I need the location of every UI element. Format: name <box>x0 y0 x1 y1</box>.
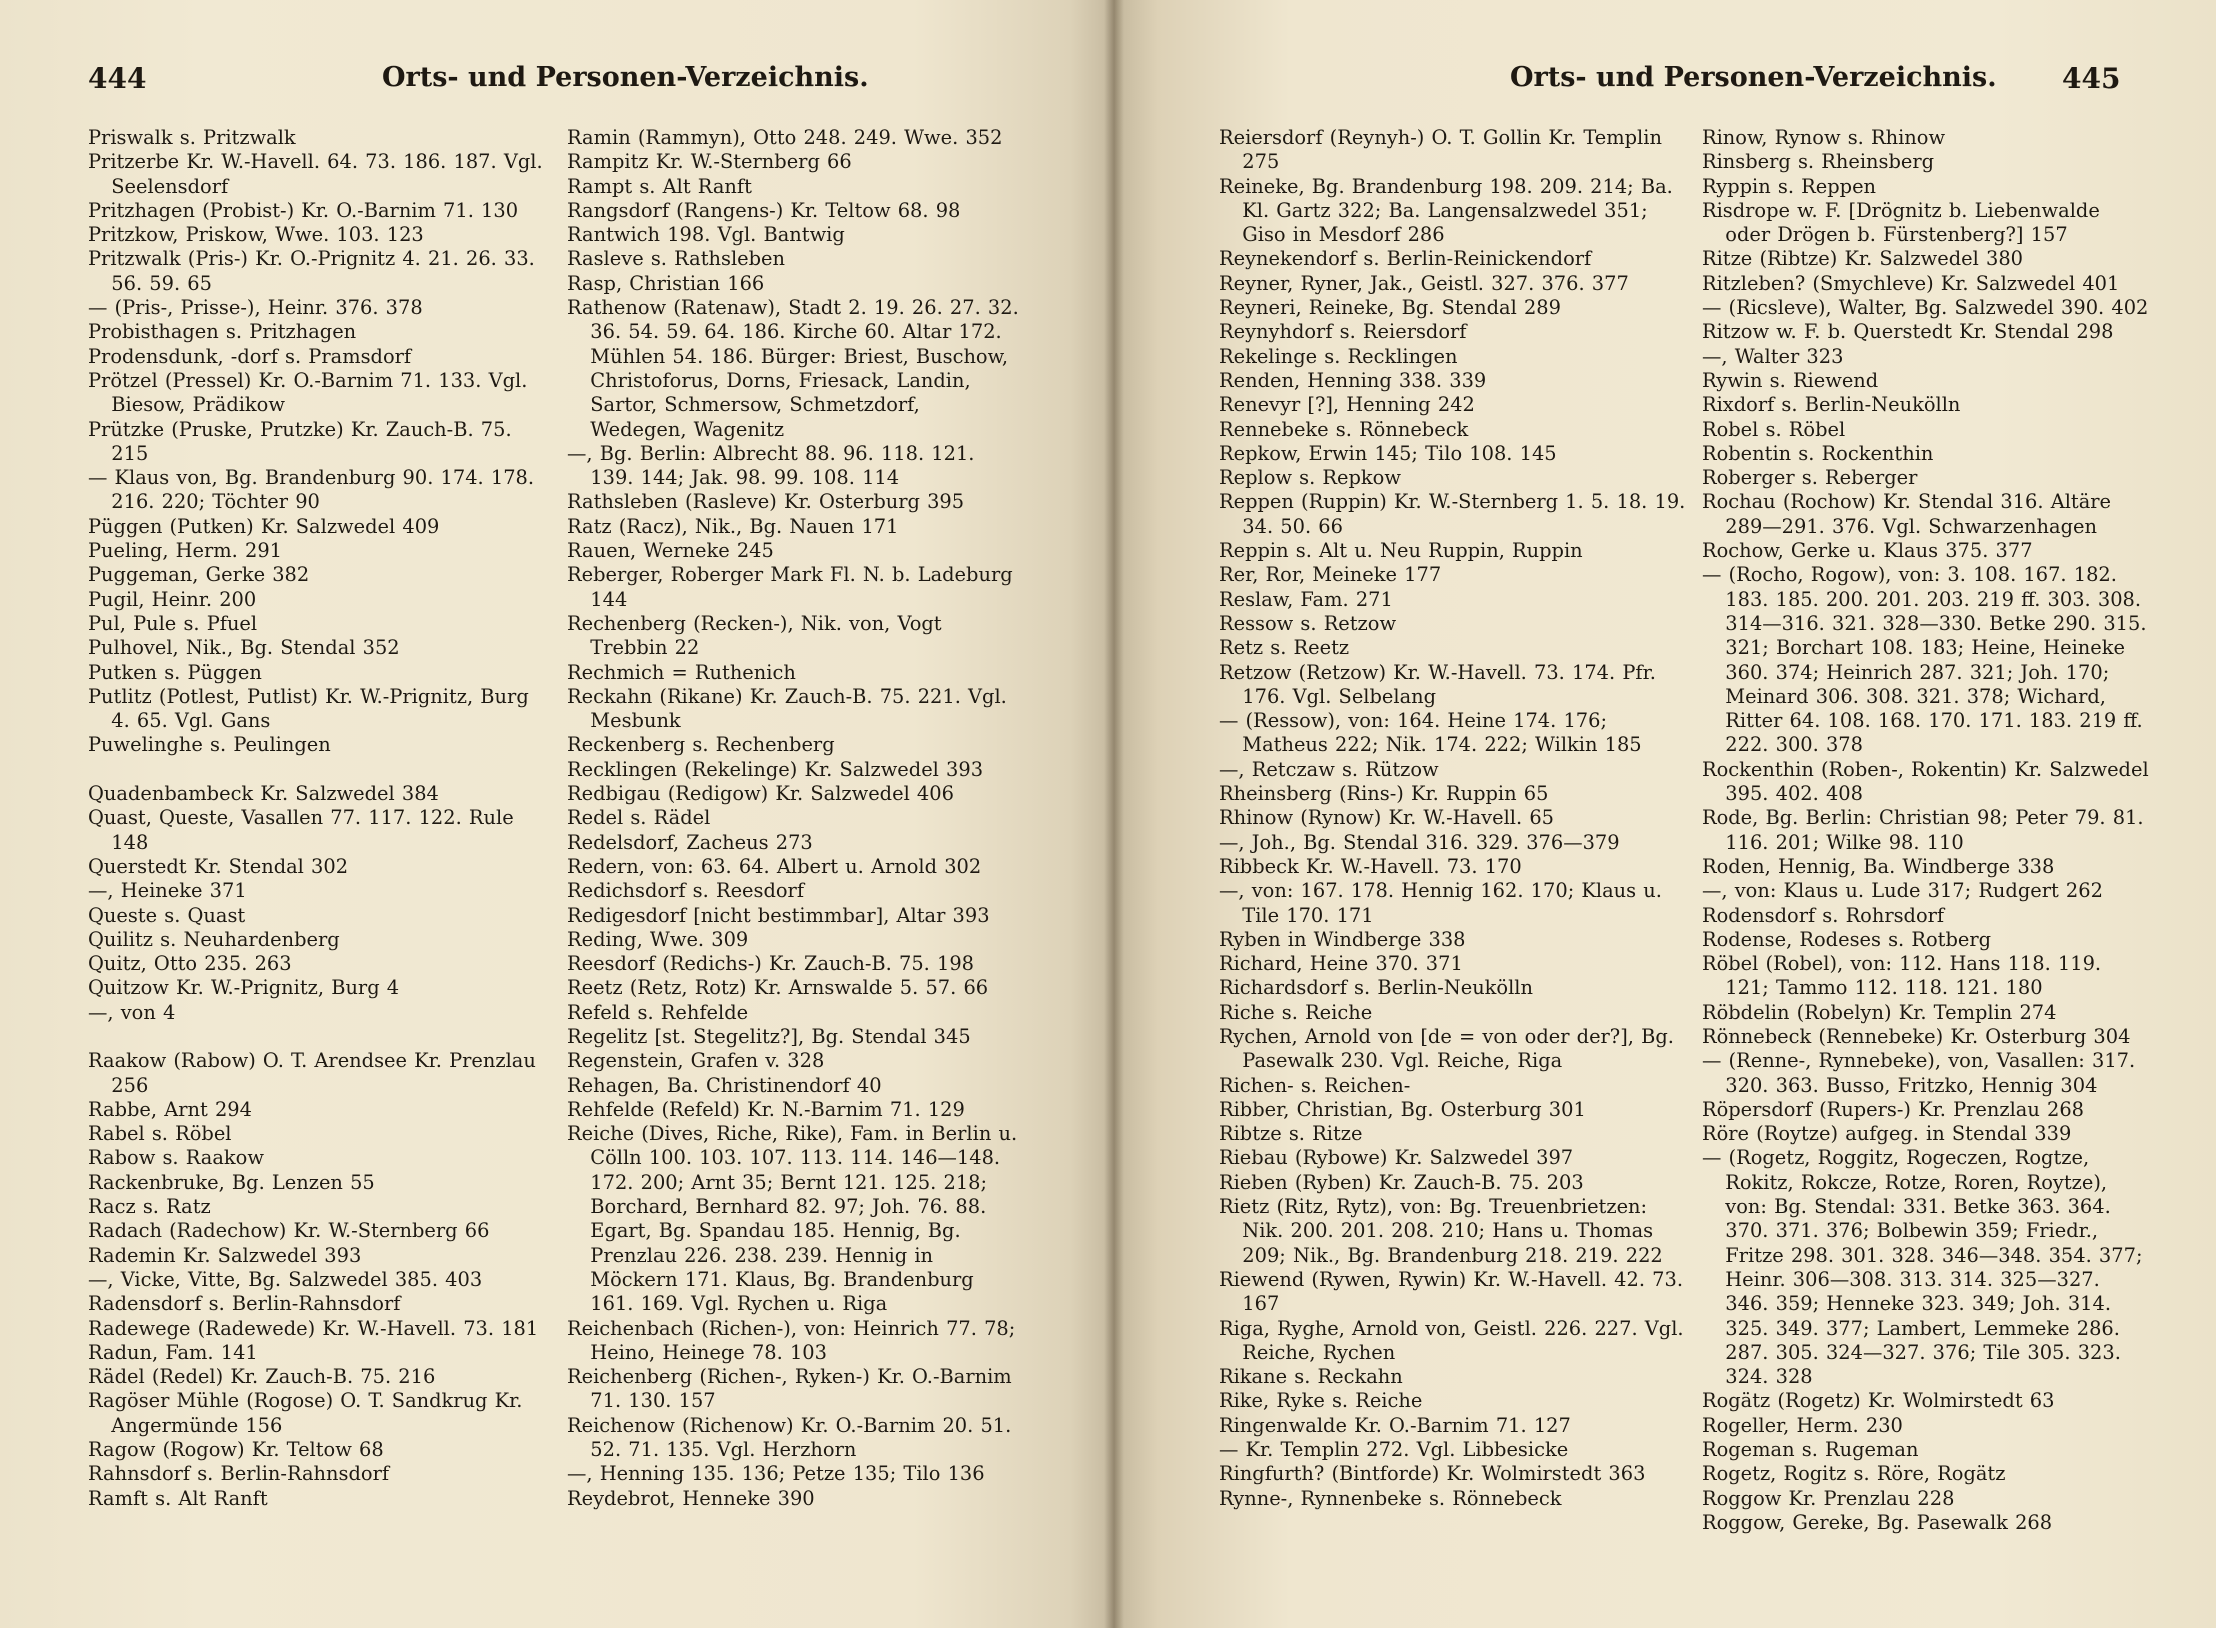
index-entry: Retz s. Reetz <box>1219 636 1350 660</box>
index-entry: Reichenberg (Richen-, Ryken-) Kr. O.-Barnim 71. 130. 157 <box>567 1365 1012 1413</box>
section-gap <box>88 1025 546 1049</box>
index-entry: Pritzhagen (Probist-) Kr. O.-Barnim 71. 130 <box>88 198 519 222</box>
index-entry: Rantwich 198. Vgl. Bantwig <box>567 223 845 247</box>
index-entry: Quast, Queste, Vasallen 77. 117. 122. Rule 148 <box>88 806 514 854</box>
index-entry: Raakow (Rabow) O. T. Arendsee Kr. Prenzlau 256 <box>88 1049 536 1097</box>
index-entry: Rinsberg s. Rheinsberg <box>1702 150 1935 174</box>
index-entry: Rechmich = Ruthenich <box>567 660 796 684</box>
index-entry: Rogetz, Rogitz s. Röre, Rogätz <box>1702 1462 2006 1486</box>
index-entry: Reckahn (Rikane) Kr. Zauch-B. 75. 221. Vgl. Mesbunk <box>567 684 1007 733</box>
index-entry: Rangsdorf (Rangens-) Kr. Teltow 68. 98 <box>567 198 961 222</box>
index-entry: Reiche (Dives, Riche, Rike), Fam. in Berlin u. Cölln 100. 103. 107. 113. 114. 146—148. 172. 200; Arnt 35; Bernt 121. 125. 218; Borchard, Bernhard 82. 97; Joh. 76. 88. Egart, Bg. Spandau 185. Hennig, Bg. Prenzlau 226. 238. 239. Hennig in Möckern 171. Klaus, Bg. Brandenburg 161. 169. Vgl. Rychen u. Riga <box>567 1122 1018 1316</box>
index-entry: Roggow Kr. Prenzlau 228 <box>1702 1486 1955 1510</box>
index-entry: —, von: Klaus u. Lude 317; Rudgert 262 <box>1702 879 2103 903</box>
index-entry: Ragow (Rogow) Kr. Teltow 68 <box>88 1438 384 1462</box>
running-head: Orts- und Personen-Verzeichnis. <box>382 62 869 93</box>
index-entry: Ramft s. Alt Ranft <box>88 1486 268 1510</box>
index-entry: Reydebrot, Henneke 390 <box>567 1486 815 1510</box>
index-entry: Redelsdorf, Zacheus 273 <box>567 830 813 854</box>
index-entry: Pulhovel, Nik., Bg. Stendal 352 <box>88 636 400 660</box>
section-gap <box>88 758 546 782</box>
index-entry: Püggen (Putken) Kr. Salzwedel 409 <box>88 514 440 538</box>
index-entry: Rochow, Gerke u. Klaus 375. 377 <box>1702 539 2033 563</box>
index-entry: Reberger, Roberger Mark Fl. N. b. Ladeburg 144 <box>567 563 1013 611</box>
index-entry: Rheinsberg (Rins-) Kr. Ruppin 65 <box>1219 782 1549 806</box>
index-entry: Rathenow (Ratenaw), Stadt 2. 19. 26. 27. 32. 36. 54. 59. 64. 186. Kirche 60. Altar 172. Mühlen 54. 186. Bürger: Briest, Buschow, Christoforus, Dorns, Friesack, Landin, Sartor, Schmersow, Schmetzdorf, Wedegen, Wagenitz <box>567 296 1019 441</box>
index-entry: Radun, Fam. 141 <box>88 1340 258 1364</box>
index-entry: —, Walter 323 <box>1702 344 1844 368</box>
index-entry: Ryppin s. Reppen <box>1702 174 1877 198</box>
index-entry: Rehagen, Ba. Christinendorf 40 <box>567 1073 882 1097</box>
index-entry: Reichenow (Richenow) Kr. O.-Barnim 20. 51. 52. 71. 135. Vgl. Herzhorn <box>567 1413 1012 1462</box>
index-entry: Ratz (Racz), Nik., Bg. Nauen 171 <box>567 514 899 538</box>
index-entry: Ringenwalde Kr. O.-Barnim 71. 127 <box>1219 1413 1571 1437</box>
index-entry: Regenstein, Grafen v. 328 <box>567 1049 825 1073</box>
index-entry: Querstedt Kr. Stendal 302 <box>88 854 349 878</box>
index-entry: Rogeman s. Rugeman <box>1702 1438 1919 1462</box>
index-entry: Reppin s. Alt u. Neu Ruppin, Ruppin <box>1219 539 1583 563</box>
index-entry: Rockenthin (Roben-, Rokentin) Kr. Salzwedel 395. 402. 408 <box>1702 757 2149 806</box>
index-entry: Reding, Wwe. 309 <box>567 927 749 951</box>
index-entry: Ritze (Ribtze) Kr. Salzwedel 380 <box>1702 247 2023 271</box>
index-entry: Puwelinghe s. Peulingen <box>88 733 331 757</box>
index-entry: Priswalk s. Pritzwalk <box>88 126 296 149</box>
index-entry: Putken s. Püggen <box>88 660 262 684</box>
index-entry: Rodensdorf s. Rohrsdorf <box>1702 903 1945 927</box>
index-entry: Putlitz (Potlest, Putlist) Kr. W.-Prignitz, Burg 4. 65. Vgl. Gans <box>88 684 529 733</box>
index-entry: Reynyhdorf s. Reiersdorf <box>1219 320 1467 344</box>
index-entry: Rinow, Rynow s. Rhinow <box>1702 126 1946 149</box>
index-entry: Riche s. Reiche <box>1219 1000 1373 1024</box>
index-entry: Racz s. Ratz <box>88 1195 211 1219</box>
index-entry: Reslaw, Fam. 271 <box>1219 587 1393 611</box>
index-entry: Risdrope w. F. [Drögnitz b. Liebenwalde oder Drögen b. Fürstenberg?] 157 <box>1702 198 2100 247</box>
index-entry: Ribtze s. Ritze <box>1219 1122 1363 1146</box>
index-entry: Redern, von: 63. 64. Albert u. Arnold 302 <box>567 854 982 878</box>
index-column <box>567 126 1022 1511</box>
index-entry: Rywin s. Riewend <box>1702 368 1879 392</box>
index-entry: Rikane s. Reckahn <box>1219 1365 1403 1389</box>
index-entry: Rädel (Redel) Kr. Zauch-B. 75. 216 <box>88 1365 436 1389</box>
index-entry: Rauen, Werneke 245 <box>567 539 774 563</box>
index-entry: Rampitz Kr. W.-Sternberg 66 <box>567 150 852 174</box>
index-entry: Rieben (Ryben) Kr. Zauch-B. 75. 203 <box>1219 1170 1584 1194</box>
index-entry: Rampt s. Alt Ranft <box>567 174 752 198</box>
index-entry: Prodensdunk, -dorf s. Pramsdorf <box>88 344 412 368</box>
index-entry: Pugil, Heinr. 200 <box>88 587 257 611</box>
index-entry: Reynekendorf s. Berlin-Reinickendorf <box>1219 247 1592 271</box>
index-entry: Pritzerbe Kr. W.-Havell. 64. 73. 186. 187. Vgl. Seelensdorf <box>88 150 543 198</box>
book-gutter <box>1104 0 1124 1628</box>
index-column <box>88 126 546 1511</box>
index-entry: Richard, Heine 370. 371 <box>1219 952 1463 976</box>
index-entry: Regelitz [st. Stegelitz?], Bg. Stendal 345 <box>567 1024 971 1048</box>
index-entry: Rabow s. Raakow <box>88 1146 264 1170</box>
index-entry: Reyneri, Reineke, Bg. Stendal 289 <box>1219 296 1561 320</box>
index-entry: —, Retczaw s. Rützow <box>1219 757 1439 781</box>
index-entry: Rabbe, Arnt 294 <box>88 1097 252 1121</box>
index-entry: Ribber, Christian, Bg. Osterburg 301 <box>1219 1097 1586 1121</box>
index-entry: Replow s. Repkow <box>1219 466 1401 490</box>
index-entry: Radensdorf s. Berlin-Rahnsdorf <box>88 1292 401 1316</box>
index-entry: —, von: 167. 178. Hennig 162. 170; Klaus u. Tile 170. 171 <box>1219 879 1662 927</box>
index-entry: Queste s. Quast <box>88 903 246 927</box>
index-entry: Quilitz s. Neuhardenberg <box>88 927 340 951</box>
index-entry: Probisthagen s. Pritzhagen <box>88 320 357 344</box>
index-entry: — (Rocho, Rogow), von: 3. 108. 167. 182. 183. 185. 200. 201. 203. 219 ff. 303. 308. 314—316. 321. 328—330. Betke 290. 315. 321; Borchart 108. 183; Heine, Heineke 360. 374; Heinrich 287. 321; Joh. 170; Meinard 306. 308. 321. 378; Wichard, Ritter 64. 108. 168. 170. 171. 183. 219 ff. 222. 300. 378 <box>1702 563 2147 757</box>
index-entry: Riebau (Rybowe) Kr. Salzwedel 397 <box>1219 1146 1574 1170</box>
index-entry: Rodense, Rodeses s. Rotberg <box>1702 927 1992 951</box>
index-entry: Ritzow w. F. b. Querstedt Kr. Stendal 298 <box>1702 320 2114 344</box>
index-entry: —, Henning 135. 136; Petze 135; Tilo 136 <box>567 1462 985 1486</box>
right-page <box>1114 0 2216 1628</box>
index-entry: —, von 4 <box>88 1000 176 1024</box>
index-entry: Riewend (Rywen, Rywin) Kr. W.-Havell. 42. 73. 167 <box>1219 1267 1683 1316</box>
index-entry: Refeld s. Rehfelde <box>567 1000 749 1024</box>
index-entry: Roberger s. Reberger <box>1702 466 1918 490</box>
index-entry: Riga, Ryghe, Arnold von, Geistl. 226. 227. Vgl. Reiche, Rychen <box>1219 1316 1684 1364</box>
page-number: 445 <box>2062 62 2121 95</box>
index-entry: Röbel (Robel), von: 112. Hans 118. 119. 121; Tammo 112. 118. 121. 180 <box>1702 952 2102 1000</box>
index-entry: Rike, Ryke s. Reiche <box>1219 1389 1423 1413</box>
index-entry: Redel s. Rädel <box>567 806 711 830</box>
index-entry: Renden, Henning 338. 339 <box>1219 368 1487 392</box>
index-entry: Rennebeke s. Rönnebeck <box>1219 417 1469 441</box>
index-entry: — (Ressow), von: 164. Heine 174. 176; Matheus 222; Nik. 174. 222; Wilkin 185 <box>1219 709 1642 757</box>
index-entry: — (Ricsleve), Walter, Bg. Salzwedel 390. 402 <box>1702 296 2149 320</box>
index-entry: Rogätz (Rogetz) Kr. Wolmirstedt 63 <box>1702 1389 2055 1413</box>
index-entry: Reyner, Ryner, Jak., Geistl. 327. 376. 377 <box>1219 271 1629 295</box>
index-entry: Rackenbruke, Bg. Lenzen 55 <box>88 1170 375 1194</box>
index-entry: Röpersdorf (Rupers-) Kr. Prenzlau 268 <box>1702 1097 2084 1121</box>
index-entry: Rynne-, Rynnenbeke s. Rönnebeck <box>1219 1486 1562 1510</box>
index-entry: — (Pris-, Prisse-), Heinr. 376. 378 <box>88 296 423 320</box>
index-entry: Pritzwalk (Pris-) Kr. O.-Prignitz 4. 21. 26. 33. 56. 59. 65 <box>88 247 535 295</box>
index-entry: Radach (Radechow) Kr. W.-Sternberg 66 <box>88 1219 490 1243</box>
index-entry: Quadenbambeck Kr. Salzwedel 384 <box>88 782 439 806</box>
index-entry: Pueling, Herm. 291 <box>88 539 283 563</box>
index-entry: Rathsleben (Rasleve) Kr. Osterburg 395 <box>567 490 965 514</box>
index-entry: Reckenberg s. Rechenberg <box>567 733 835 757</box>
index-entry: Roggow, Gereke, Bg. Pasewalk 268 <box>1702 1510 2053 1534</box>
index-entry: Quitzow Kr. W.-Prignitz, Burg 4 <box>88 976 400 1000</box>
index-entry: Quitz, Otto 235. 263 <box>88 952 292 976</box>
running-head: Orts- und Personen-Verzeichnis. <box>1510 62 1997 93</box>
index-entry: Reichenbach (Richen-), von: Heinrich 77. 78; Heino, Heinege 78. 103 <box>567 1316 1016 1364</box>
index-entry: Reiersdorf (Reynyh-) O. T. Gollin Kr. Templin 275 <box>1219 126 1662 174</box>
index-entry: Rode, Bg. Berlin: Christian 98; Peter 79. 81. 116. 201; Wilke 98. 110 <box>1702 806 2144 854</box>
index-entry: Ringfurth? (Bintforde) Kr. Wolmirstedt 363 <box>1219 1462 1646 1486</box>
index-entry: Prützke (Pruske, Prutzke) Kr. Zauch-B. 75. 215 <box>88 417 512 465</box>
index-entry: — Kr. Templin 272. Vgl. Libbesicke <box>1219 1438 1569 1462</box>
index-entry: Rehfelde (Refeld) Kr. N.-Barnim 71. 129 <box>567 1097 965 1121</box>
index-entry: Richen- s. Reichen- <box>1219 1073 1411 1097</box>
index-entry: Redigesdorf [nicht bestimmbar], Altar 393 <box>567 903 990 927</box>
index-entry: Rekelinge s. Recklingen <box>1219 344 1458 368</box>
index-entry: Ryben in Windberge 338 <box>1219 927 1466 951</box>
index-entry: Ramin (Rammyn), Otto 248. 249. Wwe. 352 <box>567 126 1003 149</box>
index-entry: Roden, Hennig, Ba. Windberge 338 <box>1702 854 2055 878</box>
index-column <box>1219 126 1689 1511</box>
index-entry: Rhinow (Rynow) Kr. W.-Havell. 65 <box>1219 806 1554 830</box>
index-entry: Robentin s. Rockenthin <box>1702 441 1934 465</box>
index-entry: Rönnebeck (Rennebeke) Kr. Osterburg 304 <box>1702 1024 2131 1048</box>
index-entry: Redbigau (Redigow) Kr. Salzwedel 406 <box>567 782 954 806</box>
index-entry: Rabel s. Röbel <box>88 1122 232 1146</box>
page-number: 444 <box>88 62 147 95</box>
index-entry: Rietz (Ritz, Rytz), von: Bg. Treuenbrietzen: Nik. 200. 201. 208. 210; Hans u. Thomas 209; Nik., Bg. Brandenburg 218. 219. 222 <box>1219 1195 1663 1267</box>
index-entry: —, Bg. Berlin: Albrecht 88. 96. 118. 121. 139. 144; Jak. 98. 99. 108. 114 <box>567 441 975 490</box>
index-entry: Repkow, Erwin 145; Tilo 108. 145 <box>1219 441 1557 465</box>
index-entry: — Klaus von, Bg. Brandenburg 90. 174. 178. 216. 220; Töchter 90 <box>88 466 535 514</box>
index-entry: Renevyr [?], Henning 242 <box>1219 393 1475 417</box>
index-entry: —, Joh., Bg. Stendal 316. 329. 376—379 <box>1219 830 1620 854</box>
index-column <box>1702 126 2150 1535</box>
index-entry: Reppen (Ruppin) Kr. W.-Sternberg 1. 5. 18. 19. 34. 50. 66 <box>1219 490 1686 538</box>
index-entry: Rademin Kr. Salzwedel 393 <box>88 1243 362 1267</box>
index-entry: Reineke, Bg. Brandenburg 198. 209. 214; Ba. Kl. Gartz 322; Ba. Langensalzwedel 351; Giso in Mesdorf 286 <box>1219 174 1673 247</box>
index-entry: Rahnsdorf s. Berlin-Rahnsdorf <box>88 1462 390 1486</box>
index-entry: Ritzleben? (Smychleve) Kr. Salzwedel 401 <box>1702 271 2120 295</box>
index-entry: Prötzel (Pressel) Kr. O.-Barnim 71. 133. Vgl. Biesow, Prädikow <box>88 368 528 417</box>
index-entry: Rechenberg (Recken-), Nik. von, Vogt Trebbin 22 <box>567 611 942 660</box>
index-entry: Rasleve s. Rathsleben <box>567 247 785 271</box>
index-entry: Pritzkow, Priskow, Wwe. 103. 123 <box>88 223 424 247</box>
index-entry: Puggeman, Gerke 382 <box>88 563 310 587</box>
index-entry: Ressow s. Retzow <box>1219 611 1397 635</box>
index-entry: Radewege (Radewede) Kr. W.-Havell. 73. 181 <box>88 1316 539 1340</box>
index-entry: Redichsdorf s. Reesdorf <box>567 879 804 903</box>
index-entry: Ribbeck Kr. W.-Havell. 73. 170 <box>1219 854 1522 878</box>
index-entry: Retzow (Retzow) Kr. W.-Havell. 73. 174. Pfr. 176. Vgl. Selbelang <box>1219 660 1656 708</box>
index-entry: Röbdelin (Robelyn) Kr. Templin 274 <box>1702 1000 2057 1024</box>
index-entry: Reesdorf (Redichs-) Kr. Zauch-B. 75. 198 <box>567 952 974 976</box>
index-entry: Rychen, Arnold von [de = von oder der?], Bg. Pasewalk 230. Vgl. Reiche, Riga <box>1219 1024 1674 1073</box>
index-entry: Recklingen (Rekelinge) Kr. Salzwedel 393 <box>567 757 984 781</box>
index-entry: — (Renne-, Rynnebeke), von, Vasallen: 317. 320. 363. Busso, Fritzko, Hennig 304 <box>1702 1049 2136 1097</box>
index-entry: Robel s. Röbel <box>1702 417 1846 441</box>
index-entry: — (Rogetz, Roggitz, Rogeczen, Rogtze, Rokitz, Rokcze, Rotze, Roren, Roytze), von: Bg. Stendal: 331. Betke 363. 364. 370. 371. 376; Bolbewin 359; Friedr., Fritze 298. 301. 328. 346—348. 354. 377; Heinr. 306—308. 313. 314. 325—327. 346. 359; Henneke 323. 349; Joh. 314. 325. 349. 377; Lambert, Lemmeke 286. 287. 305. 324—327. 376; Tile 305. 323. 324. 328 <box>1702 1146 2143 1389</box>
index-entry: Ragöser Mühle (Rogose) O. T. Sandkrug Kr. Angermünde 156 <box>88 1389 523 1437</box>
index-entry: Pul, Pule s. Pfuel <box>88 611 258 635</box>
index-entry: Rixdorf s. Berlin-Neukölln <box>1702 393 1961 417</box>
index-entry: Rogeller, Herm. 230 <box>1702 1413 1903 1437</box>
index-entry: Rochau (Rochow) Kr. Stendal 316. Altäre 289—291. 376. Vgl. Schwarzenhagen <box>1702 490 2111 538</box>
index-entry: —, Heineke 371 <box>88 879 247 903</box>
index-entry: Richardsdorf s. Berlin-Neukölln <box>1219 976 1534 1000</box>
index-entry: —, Vicke, Vitte, Bg. Salzwedel 385. 403 <box>88 1267 483 1291</box>
index-entry: Rasp, Christian 166 <box>567 271 765 295</box>
index-entry: Reetz (Retz, Rotz) Kr. Arnswalde 5. 57. 66 <box>567 976 989 1000</box>
index-entry: Röre (Roytze) aufgeg. in Stendal 339 <box>1702 1122 2072 1146</box>
index-entry: Rer, Ror, Meineke 177 <box>1219 563 1442 587</box>
